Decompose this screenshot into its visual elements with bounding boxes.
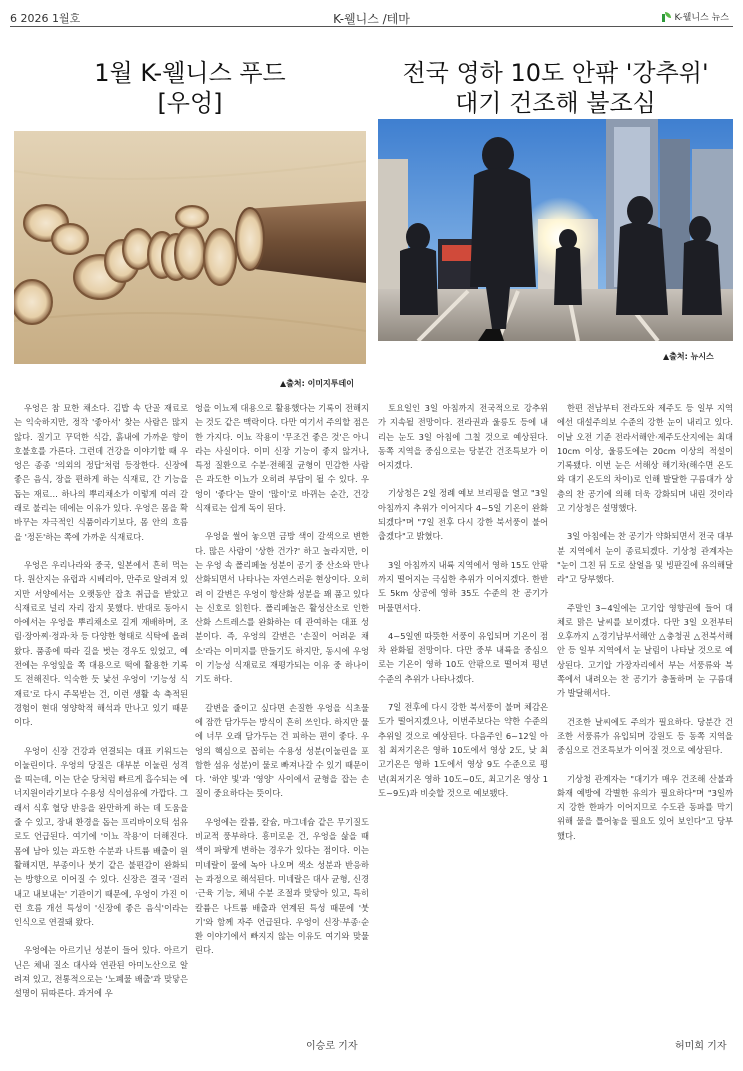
paragraph: 3일 아침까지 내륙 지역에서 영하 15도 안팎까지 떨어지는 극심한 추위가 이어지겠다. 한반도 5km 상공에 영하 35도 수준의 찬 공기가 머물면서다. (378, 559, 548, 613)
section-title: K-웰니스 /테마 (333, 12, 410, 26)
paragraph: 7일 전후에 다시 강한 북서풍이 불며 체감온도가 떨어지겠으나, 이번주보다는 약한 수준의 추위일 것으로 예상된다. 다음주인 6~12일 아침 최저기온은 영하 10도에서 영상 2도, 낮 최고기온은 영하 1도에서 영상 9도 수준으로 평년(최저기온 영하 10도~0도, 최고기온 영상 1도~9도)과 비슷할 것으로 예보됐다. (378, 702, 548, 798)
header-divider (10, 26, 733, 27)
paragraph: 4~5일엔 따뜻한 서풍이 유입되며 기온이 점차 완화될 전망이다. 다만 중부 내륙을 중심으로는 기온이 영하 10도 안팎으로 떨어져 평년 수준의 추위가 나타나겠다. (378, 630, 548, 684)
left-article-column-2 (195, 401, 369, 972)
left-article-byline: 이승로 기자 (306, 1041, 358, 1052)
burdock-photo (14, 131, 366, 364)
paragraph: 건조한 날씨에도 주의가 필요하다. 당분간 건조한 서풍류가 유입되며 강원도 등 동쪽 지역을 중심으로 건조특보가 이어질 것으로 예상된다. (557, 716, 733, 756)
paragraph: 토요일인 3일 아침까지 전국적으로 강추위가 지속될 전망이다. 전라권과 울릉도 등에 내리는 눈도 3일 아침에 그칠 것으로 예상된다. 동쪽 지역을 중심으로는 당분간 건조특보가 이어지겠다. (378, 403, 548, 471)
brand-name: K-웰니스 뉴스 (674, 13, 729, 23)
right-photo-credit: ▲출처: 뉴시스 (663, 352, 714, 361)
paragraph: 기상청 관계자는 "대기가 매우 건조해 산불과 화재 예방에 각별한 유의가 필요하다"며 "3일까지 강한 한파가 이어지므로 수도관 동파를 막기 위해 물을 틀어놓을 필요도 있어 보인다"고 당부했다. (557, 773, 733, 841)
paragraph: 우엉이 신장 건강과 연결되는 대표 키워드는 이눌린이다. 우엉의 당질은 대부분 이눌린 성격을 띠는데, 이는 단순 당처럼 빠르게 흡수되는 에너지원이라기보다 수용성 식이섬유에 가깝다. 그래서 식후 혈당 반응을 완만하게 하는 데 도움을 줄 수 있고, 장내 환경을 돕는 프리바이오틱 섬유로도 언급된다. 여기에 '이뇨 작용'이 더해진다. 몸에 남아 있는 과도한 수분과 나트륨 배출이 원활해지면, 부종이나 붓기 같은 불편감이 완화되는 방향으로 이어질 수 있다. 신장은 결국 '걸러내고 내보내는' 기관이기 때문에, 우엉이 가진 이런 흐름 개선 특성이 '신장에 좋은 음식'이라는 인식으로 연결돼 왔다. (14, 745, 188, 928)
cold-street-illustration (378, 119, 733, 341)
paragraph: 우엉을 썰어 놓으면 금방 색이 갈색으로 변한다. 많은 사람이 '상한 건가?' 하고 놀라지만, 이는 우엉 속 폴리페놀 성분이 공기 중 산소와 만나 산화되면서 나타나는 자연스러운 현상이다. 오히려 이 갈변은 우엉이 항산화 성분을 꽤 품고 있다는 신호로 읽힌다. 폴리페놀은 활성산소로 인한 산화 스트레스를 완화하는 데 관여하는 대표 성분이다. 즉, 우엉의 갈변은 '손질이 어려운 채소'라는 이미지를 만들기도 하지만, 동시에 우엉이 기능성 식재료로 재평가되는 이유 중 하나이기도 하다. (195, 531, 369, 685)
pedestrians-photo (378, 119, 733, 341)
paragraph: 우엉에는 아르기닌 성분이 들어 있다. 아르기닌은 체내 질소 대사와 연관된 아미노산으로 알려져 있고, 전통적으로는 '노폐물 배출'과 맞닿은 설명이 뒤따른다. 과거에 우 (14, 945, 188, 999)
left-article-column-1 (14, 401, 188, 1015)
left-title-line1: 1월 K-웰니스 푸드 (94, 59, 286, 87)
paragraph: 우엉은 참 묘한 채소다. 김밥 속 단골 재료로는 익숙하지만, 정작 '좋아서' 찾는 사람은 많지 않다. 질기고 꾸덕한 식감, 흙내에 가까운 향이 호불호를 가른다. 그런데 건강을 이야기할 때 우엉은 종종 '의외의 정답'처럼 등장한다. 신장에 좋은 음식, 장을 편하게 하는 식재료, 간 기능을 돕는 재료… 하나의 뿌리채소가 이렇게 여러 갈래로 불리는 데에는 이유가 있다. 우엉은 몸을 확 바꾸는 자극적인 식품이라기보다, 몸 안의 흐름을 '정돈'하는 쪽에 가까운 식재료다. (14, 403, 188, 542)
burdock-illustration (14, 131, 366, 364)
right-article-byline: 허미희 기자 (675, 1041, 727, 1052)
right-article-column-2 (557, 401, 733, 857)
paragraph: 갈변을 줄이고 싶다면 손질한 우엉을 식초물에 잠깐 담가두는 방식이 흔히 쓰인다. 하지만 물에 너무 오래 담가두는 건 피하는 편이 좋다. 우엉의 핵심으로 꼽히는 수용성 성분(이눌린을 포함한 섬유 성분)이 물로 빠져나갈 수 있기 때문이다. '하얀 빛'과 '영양' 사이에서 균형을 잡는 손질이 중요하다는 뜻이다. (195, 702, 369, 799)
paragraph: 주말인 3~4일에는 고기압 영향권에 들어 대체로 맑은 날씨를 보이겠다. 다만 3일 오전부터 오후까지 △경기남부서해안 △충청권 △전북서해안 등 일부 지역에서 눈 날림이 나타날 것으로 예상된다. 고기압 가장자리에서 부는 서풍류와 북쪽에서 내려오는 찬 공기가 충돌하며 눈 구름대가 발달해서다. (557, 602, 733, 699)
right-title-line2: 대기 건조해 불조심 (455, 89, 656, 117)
page-info: 6 2026 1월호 (10, 12, 81, 25)
brand-logo (662, 10, 729, 23)
left-photo-credit: ▲출처: 이미지투데이 (280, 379, 354, 388)
right-article-column-1 (378, 401, 548, 814)
right-article-headline (378, 58, 733, 118)
right-title-line1: 전국 영하 10도 안팎 '강추위' (402, 59, 709, 87)
paragraph: 기상청은 2일 정례 예보 브리핑을 열고 "3일 아침까지 추위가 이어지다 4~5일 기온이 완화되겠다"며 "7일 전후 다시 강한 북서풍이 불어 춥겠다"고 밝혔다. (378, 488, 548, 542)
paragraph: 한편 전남부터 전라도와 제주도 등 일부 지역에선 대설주의보 수준의 강한 눈이 내리고 있다. 이날 오전 기준 전라서해안·제주도산지에는 최대 10cm 이상, 울릉도에는 20cm 이상의 적설이 기록됐다. 이번 눈은 서해상 해기차(해수면 온도와 대기 온도의 차이)로 인해 발달한 구름대가 상층의 찬 공기에 의해 더욱 강화되며 내린 것이라고 기상청은 설명했다. (557, 403, 733, 514)
paragraph: 엉을 이뇨제 대용으로 활용했다는 기록이 전해지는 것도 같은 맥락이다. 다만 여기서 주의할 점은 한 가지다. 이뇨 작용이 '무조건 좋은 것'은 아니라는 사실이다. 이미 신장 기능이 좋지 않거나, 특정 질환으로 수분·전해질 균형이 민감한 사람은 과도한 이뇨가 오히려 부담이 될 수 있다. 우엉이 '좋다'는 말이 '많이'로 바뀌는 순간, 건강 식재료는 쉽게 독이 된다. (195, 403, 369, 514)
left-title-line2: [우엉] (157, 89, 223, 117)
paragraph: 우엉은 우리나라와 중국, 일본에서 흔히 먹는다. 원산지는 유럽과 시베리아, 만주로 알려져 있지만 서양에서는 오랫동안 잡초 취급을 받았고 식재료로 널리 자리 잡지 못했다. 반대로 동아시아에서는 우엉을 뿌리채소로 길게 재배하며, 조림·장아찌·정과·차 등 다양한 형태로 식탁에 올려왔다. 품종에 따라 길을 벗는 경우도 있었고, 예전에는 우엉잎을 쪽 대용으로 떡에 활용한 기록도 전해진다. 익숙한 듯 낯선 우엉이 '기능성 식재료'로 다시 주목받는 건, 이런 생활 속 축적된 경험이 현대 영양학적 해석과 만나고 있기 때문이다. (14, 559, 188, 728)
paragraph: 우엉에는 칼륨, 칼슘, 마그네슘 같은 무기질도 비교적 풍부하다. 흥미로운 건, 우엉을 삶을 때 색이 파랗게 변하는 경우가 있다는 점이다. 이는 미네랄이 물에 녹아 나오며 색소 성분과 반응하는 과정으로 해석된다. 미네랄은 대사 균형, 신경·근육 기능, 체내 수분 조절과 맞닿아 있고, 특히 칼륨은 나트륨 배출과 연계된 특성 때문에 '붓기'와 함께 자주 언급된다. 우엉이 신장·부종·순환 이야기에서 빠지지 않는 이유도 여기와 맞물린다. (195, 816, 369, 956)
leaf-logo-icon (662, 12, 671, 22)
left-article-headline (14, 58, 366, 118)
page-header (0, 0, 743, 30)
paragraph: 3일 아침에는 찬 공기가 약화되면서 전국 대부분 지역에서 눈이 종료되겠다. 기상청 관계자는 "눈이 그친 뒤 도로 살얼음 및 빙판길에 유의해달라"고 당부했다. (557, 531, 733, 585)
